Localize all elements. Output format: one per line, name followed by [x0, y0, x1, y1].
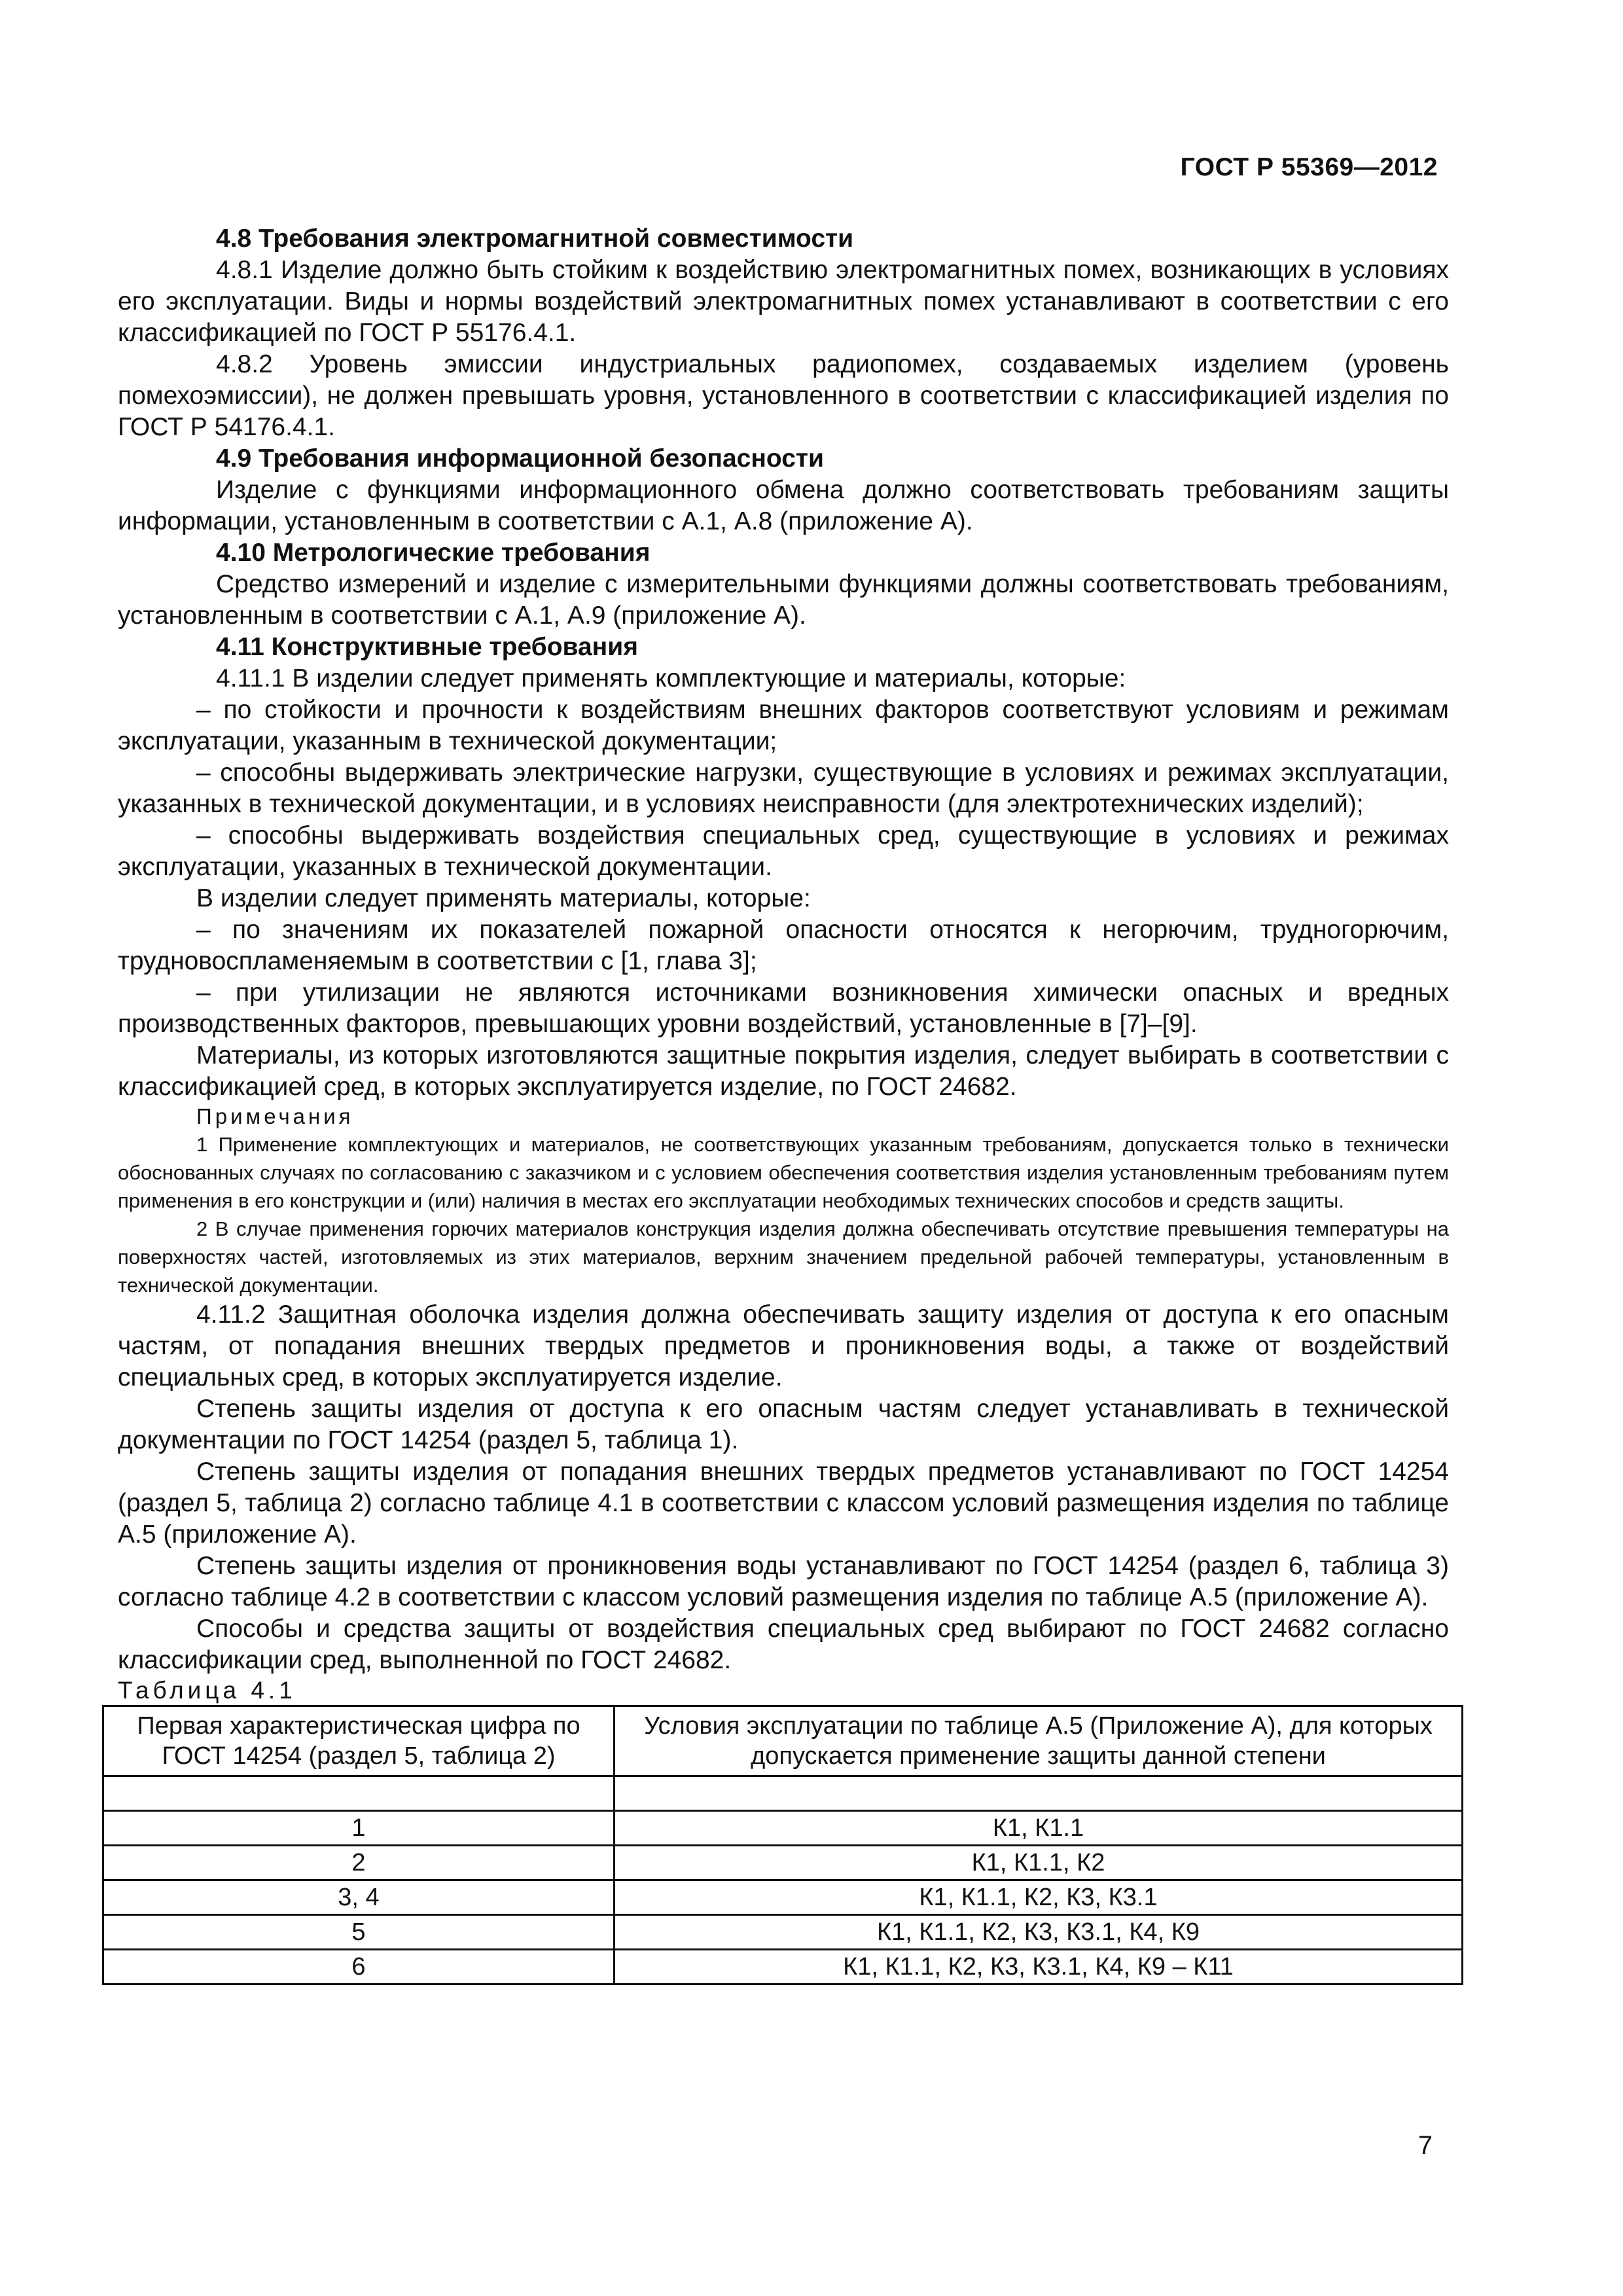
table-cell: 6 [103, 1950, 615, 1984]
table-cell: 3, 4 [103, 1880, 615, 1915]
table-row [103, 1776, 1463, 1811]
column-header: Первая характеристическая цифра по ГОСТ 14254 (раздел 5, таблица 2) [103, 1706, 615, 1776]
paragraph-solid-objects: Степень защиты изделия от попадания внешних твердых предметов устанавливают по ГОСТ 14254 (раздел 5, таблица 2) согласно таблице 4.1 в соответствии с классом условий размещения изделия по таблице А.5 (приложение А). [118, 1458, 1449, 1549]
table-cell: 1 [103, 1811, 615, 1846]
table-header-row [103, 1706, 1463, 1776]
paragraph-4-11-1: 4.11.1 В изделии следует применять комплектующие и материалы, которые: [216, 664, 1126, 692]
paragraph-4-8-1: 4.8.1 Изделие должно быть стойким к воздействию электромагнитных помех, возникающих в условиях его эксплуатации. Виды и нормы воздействий электромагнитных помех устанавливают в соответствии с его классификацией по ГОСТ Р 55176.4.1. [118, 256, 1449, 347]
paragraph-4-10: Средство измерений и изделие с измерительными функциями должны соответствовать требованиям, установленным в соответствии с А.1, А.9 (приложение А). [118, 570, 1449, 630]
table-cell: К1, К1.1, К2, К3, К3.1, К4, К9 [615, 1915, 1463, 1950]
table-4-1 [102, 1705, 1463, 1985]
page-number: 7 [1418, 2131, 1433, 2160]
table-row [103, 1950, 1463, 1984]
paragraph-4-11-2: 4.11.2 Защитная оболочка изделия должна обеспечивать защиту изделия от доступа к его опасным частям, от попадания внешних твердых предметов и проникновения воды, а также от воздействий специальных сред, в которых эксплуатируется изделие. [118, 1300, 1449, 1391]
table-caption: Таблица 4.1 [118, 1677, 296, 1704]
table-cell: 2 [103, 1846, 615, 1880]
section-4-11-title: 4.11 Конструктивные требования [216, 633, 638, 661]
table-cell [615, 1776, 1463, 1811]
table-cell: К1, К1.1, К2 [615, 1846, 1463, 1880]
notes-title: Примечания [196, 1104, 354, 1128]
note-2: 2 В случае применения горючих материалов конструкция изделия должна обеспечивать отсутствие превышения температуры на поверхностях частей, изготовляемых из этих материалов, верхним значением предельной рабочей температуры, установленным в технической документации. [118, 1217, 1449, 1297]
table-row [103, 1846, 1463, 1880]
paragraph-water: Степень защиты изделия от проникновения воды устанавливают по ГОСТ 14254 (раздел 6, таблица 3) согласно таблице 4.2 в соответствии с классом условий размещения изделия по таблице А.5 (приложение А). [118, 1552, 1449, 1611]
table-cell: К1, К1.1, К2, К3, К3.1 [615, 1880, 1463, 1915]
note-1: 1 Применение комплектующих и материалов, не соответствующих указанным требованиям, допускается только в технически обоснованных случаях по согласованию с заказчиком и с условием обеспечения соответствия изделия установленным требованиям путем применения в его конструкции и (или) наличия в местах его эксплуатации необходимых технических способов и средств защиты. [118, 1133, 1449, 1212]
list-item: – способны выдерживать воздействия специальных сред, существующие в условиях и режимах эксплуатации, указанных в технической документации. [118, 821, 1449, 881]
table-row [103, 1811, 1463, 1846]
section-4-9-title: 4.9 Требования информационной безопасности [216, 444, 824, 473]
table-cell: К1, К1.1, К2, К3, К3.1, К4, К9 – К11 [615, 1950, 1463, 1984]
section-4-8-title: 4.8 Требования электромагнитной совместимости [216, 224, 854, 253]
document-code: ГОСТ Р 55369—2012 [1180, 153, 1438, 181]
section-4-10-title: 4.10 Метрологические требования [216, 539, 651, 567]
table-cell [103, 1776, 615, 1811]
list-item: – по стойкости и прочности к воздействиям внешних факторов соответствуют условиям и режимам эксплуатации, указанным в технической документации; [118, 696, 1449, 755]
paragraph-special-media: Способы и средства защиты от воздействия специальных сред выбирают по ГОСТ 24682 согласно классификации сред, выполненной по ГОСТ 24682. [118, 1615, 1449, 1674]
paragraph-dangerous-parts: Степень защиты изделия от доступа к его опасным частям следует устанавливать в технической документации по ГОСТ 14254 (раздел 5, таблица 1). [118, 1395, 1449, 1454]
list-item: – по значениям их показателей пожарной опасности относятся к негорючим, трудногорючим, трудновоспламеняемым в соответствии с [1, глава 3]; [118, 916, 1449, 975]
table-cell: К1, К1.1 [615, 1811, 1463, 1846]
table-row [103, 1915, 1463, 1950]
table-cell: 5 [103, 1915, 615, 1950]
column-header: Условия эксплуатации по таблице А.5 (Приложение А), для которых допускается применение защиты данной степени [615, 1706, 1463, 1776]
list-item: – способны выдерживать электрические нагрузки, существующие в условиях и режимах эксплуатации, указанных в технической документации, и в условиях неисправности (для электротехнических изделий); [118, 759, 1449, 818]
table-row [103, 1880, 1463, 1915]
paragraph-coatings: Материалы, из которых изготовляются защитные покрытия изделия, следует выбирать в соответствии с классификацией сред, в которых эксплуатируется изделие, по ГОСТ 24682. [118, 1041, 1449, 1101]
paragraph-4-9: Изделие с функциями информационного обмена должно соответствовать требованиям защиты информации, установленным в соответствии с А.1, А.8 (приложение А). [118, 476, 1449, 535]
list-item: – при утилизации не являются источниками возникновения химически опасных и вредных производственных факторов, превышающих уровни воздействий, установленные в [7]–[9]. [118, 978, 1449, 1038]
paragraph-materials: В изделии следует применять материалы, которые: [196, 884, 811, 912]
page-body [118, 223, 1449, 1985]
paragraph-4-8-2: 4.8.2 Уровень эмиссии индустриальных радиопомех, создаваемых изделием (уровень помехоэмиссии), не должен превышать уровня, установленного в соответствии с классификацией изделия по ГОСТ Р 54176.4.1. [118, 350, 1449, 441]
